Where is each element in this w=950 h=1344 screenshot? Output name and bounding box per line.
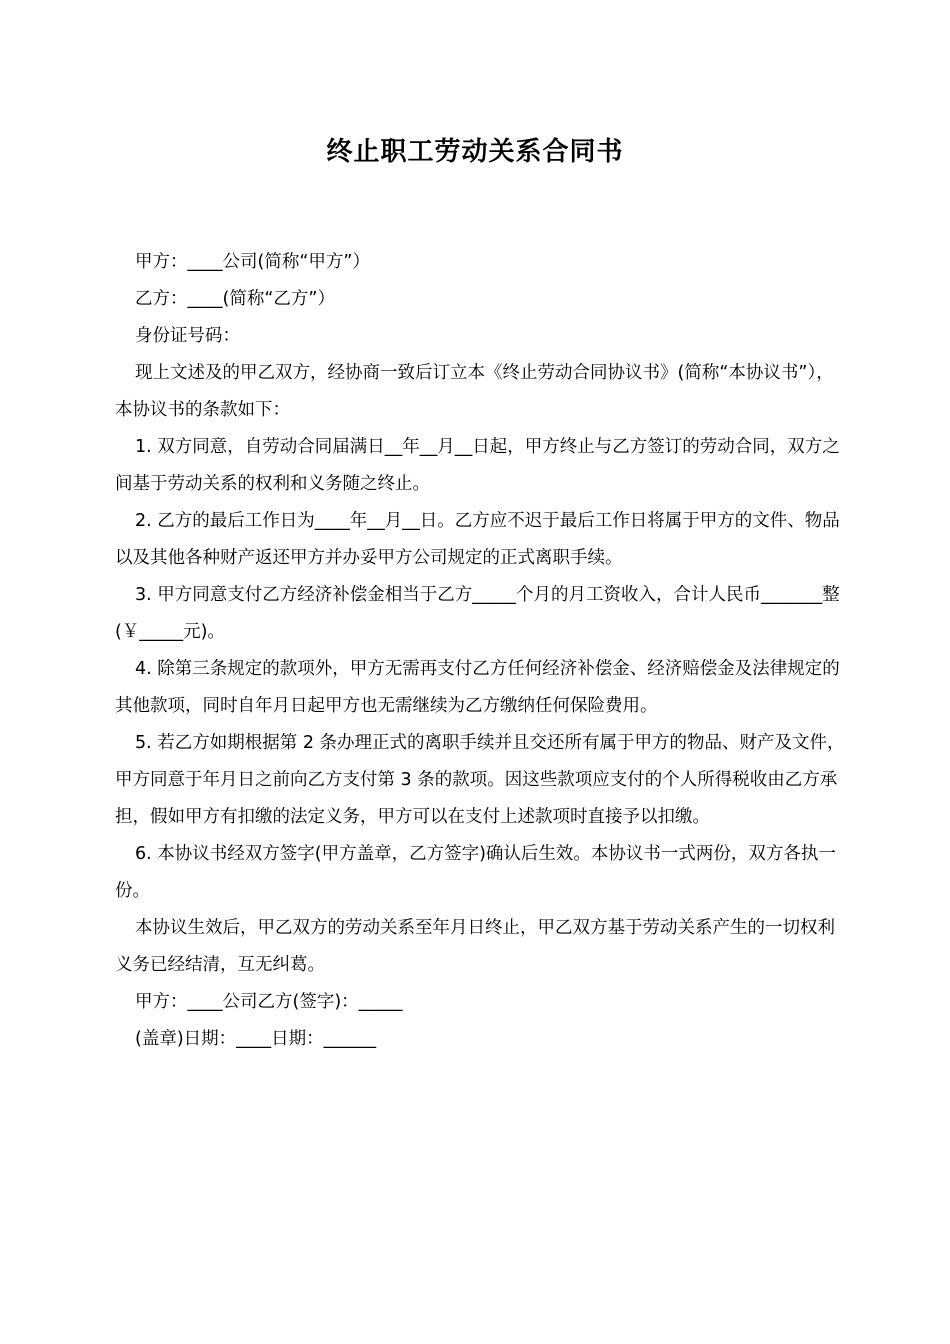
id-number-line: 身份证号码： [135,326,240,346]
seal-date-line: (盖章)日期：____日期：______ [135,1029,377,1049]
clause-1: 1. 双方同意，自劳动合同届满日__年__月__日起，甲方终止与乙方签订的劳动合同，双方之间基于劳动关系的权利和义务随之终止。 [115,437,840,494]
preamble-paragraph: 现上文述及的甲乙双方，经协商一致后订立本《终止劳动合同协议书》(简称“本协议书”），本协议书的条款如下： [115,363,834,420]
closing-paragraph: 本协议生效后，甲乙双方的劳动关系至年月日终止，甲乙双方基于劳动关系产生的一切权利义务已经结清，互无纠葛。 [115,918,835,975]
clause-6: 6. 本协议书经双方签字(甲方盖章，乙方签字)确认后生效。本协议书一式两份，双方各执一份。 [115,844,836,901]
clause-2: 2. 乙方的最后工作日为____年__月__日。乙方应不迟于最后工作日将属于甲方的文件、物品以及其他各种财产返还甲方并办妥甲方公司规定的正式离职手续。 [115,511,840,568]
clause-3: 3. 甲方同意支付乙方经济补偿金相当于乙方_____个月的月工资收入，合计人民币_______整(￥_____元)。 [115,585,840,642]
document-body [115,244,845,1058]
clause-4: 4. 除第三条规定的款项外，甲方无需再支付乙方任何经济补偿金、经济赔偿金及法律规定的其他款项，同时自年月日起甲方也无需继续为乙方缴纳任何保险费用。 [115,659,840,716]
party-b-line: 乙方：____(简称“乙方”） [135,289,335,309]
party-a-line: 甲方：____公司(简称“甲方”） [135,252,370,272]
document-title: 终止职工劳动关系合同书 [326,137,624,167]
signature-line: 甲方：____公司乙方(签字)：_____ [135,992,403,1012]
clause-5: 5. 若乙方如期根据第 2 条办理正式的离职手续并且交还所有属于甲方的物品、财产及文件，甲方同意于年月日之前向乙方支付第 3 条的款项。因这些款项应支付的个人所得税收由乙方承担，假如甲方有扣缴的法定义务，甲方可以在支付上述款项时直接予以扣缴。 [115,733,845,827]
